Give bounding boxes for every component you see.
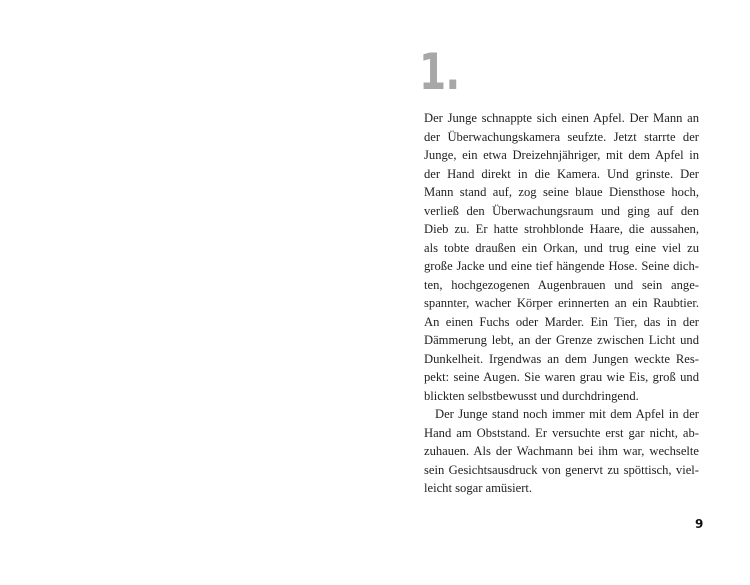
text-line: Der Junge stand noch immer mit dem Apfel in der: [435, 407, 699, 421]
text-line: pekt: seine Augen. Sie waren grau wie Eis, groß und: [424, 370, 699, 384]
text-line: Dunkelheit. Irgendwas an dem Jungen weckte Res-: [424, 351, 699, 366]
chapter-number: 1.: [419, 43, 460, 101]
chapter-body: [424, 109, 699, 498]
text-line: Der Junge schnappte sich einen Apfel. Der Mann an: [424, 111, 699, 125]
text-line: zuhauen. Als der Wachmann bei ihm war, wechselte: [424, 444, 699, 458]
text-line: der Überwachungskamera seufzte. Jetzt starrte der: [424, 129, 699, 144]
text-line: als tobte draußen ein Orkan, und trug eine viel zu: [424, 240, 699, 255]
text-line: verließ den Überwachungsraum und ging auf den: [424, 203, 699, 218]
text-line: Dieb zu. Er hatte strohblonde Haare, die aussahen,: [424, 222, 699, 236]
text-line: Dämmerung lebt, an der Grenze zwischen Licht und: [424, 333, 699, 347]
text-line: große Jacke und eine tief hängende Hose. Seine dich-: [424, 259, 699, 273]
text-line: der Hand direkt in die Kamera. Und grinste. Der: [424, 166, 699, 181]
text-line: ten, hochgezogenen Augenbrauen und sein ange-: [424, 277, 699, 292]
paragraph: [424, 405, 699, 498]
page-number: 9: [695, 517, 704, 531]
text-line: Junge, ein etwa Dreizehnjähriger, mit dem Apfel in: [424, 148, 699, 162]
paragraph: [424, 109, 699, 405]
text-line: An einen Fuchs oder Marder. Ein Tier, das in der: [424, 314, 699, 329]
text-line: sein Gesichtsausdruck von genervt zu spöttisch, viel-: [424, 462, 699, 477]
text-line: Mann stand auf, zog seine blaue Diensthose hoch,: [424, 185, 699, 199]
text-line: leicht sogar amüsiert.: [424, 481, 533, 495]
text-line: Hand am Obststand. Er versuchte erst gar nicht, ab-: [424, 425, 699, 440]
text-line: spannter, wacher Körper erinnerten an ein Raubtier.: [424, 296, 699, 310]
text-line: blickten selbstbewusst und durchdringend.: [424, 388, 639, 403]
